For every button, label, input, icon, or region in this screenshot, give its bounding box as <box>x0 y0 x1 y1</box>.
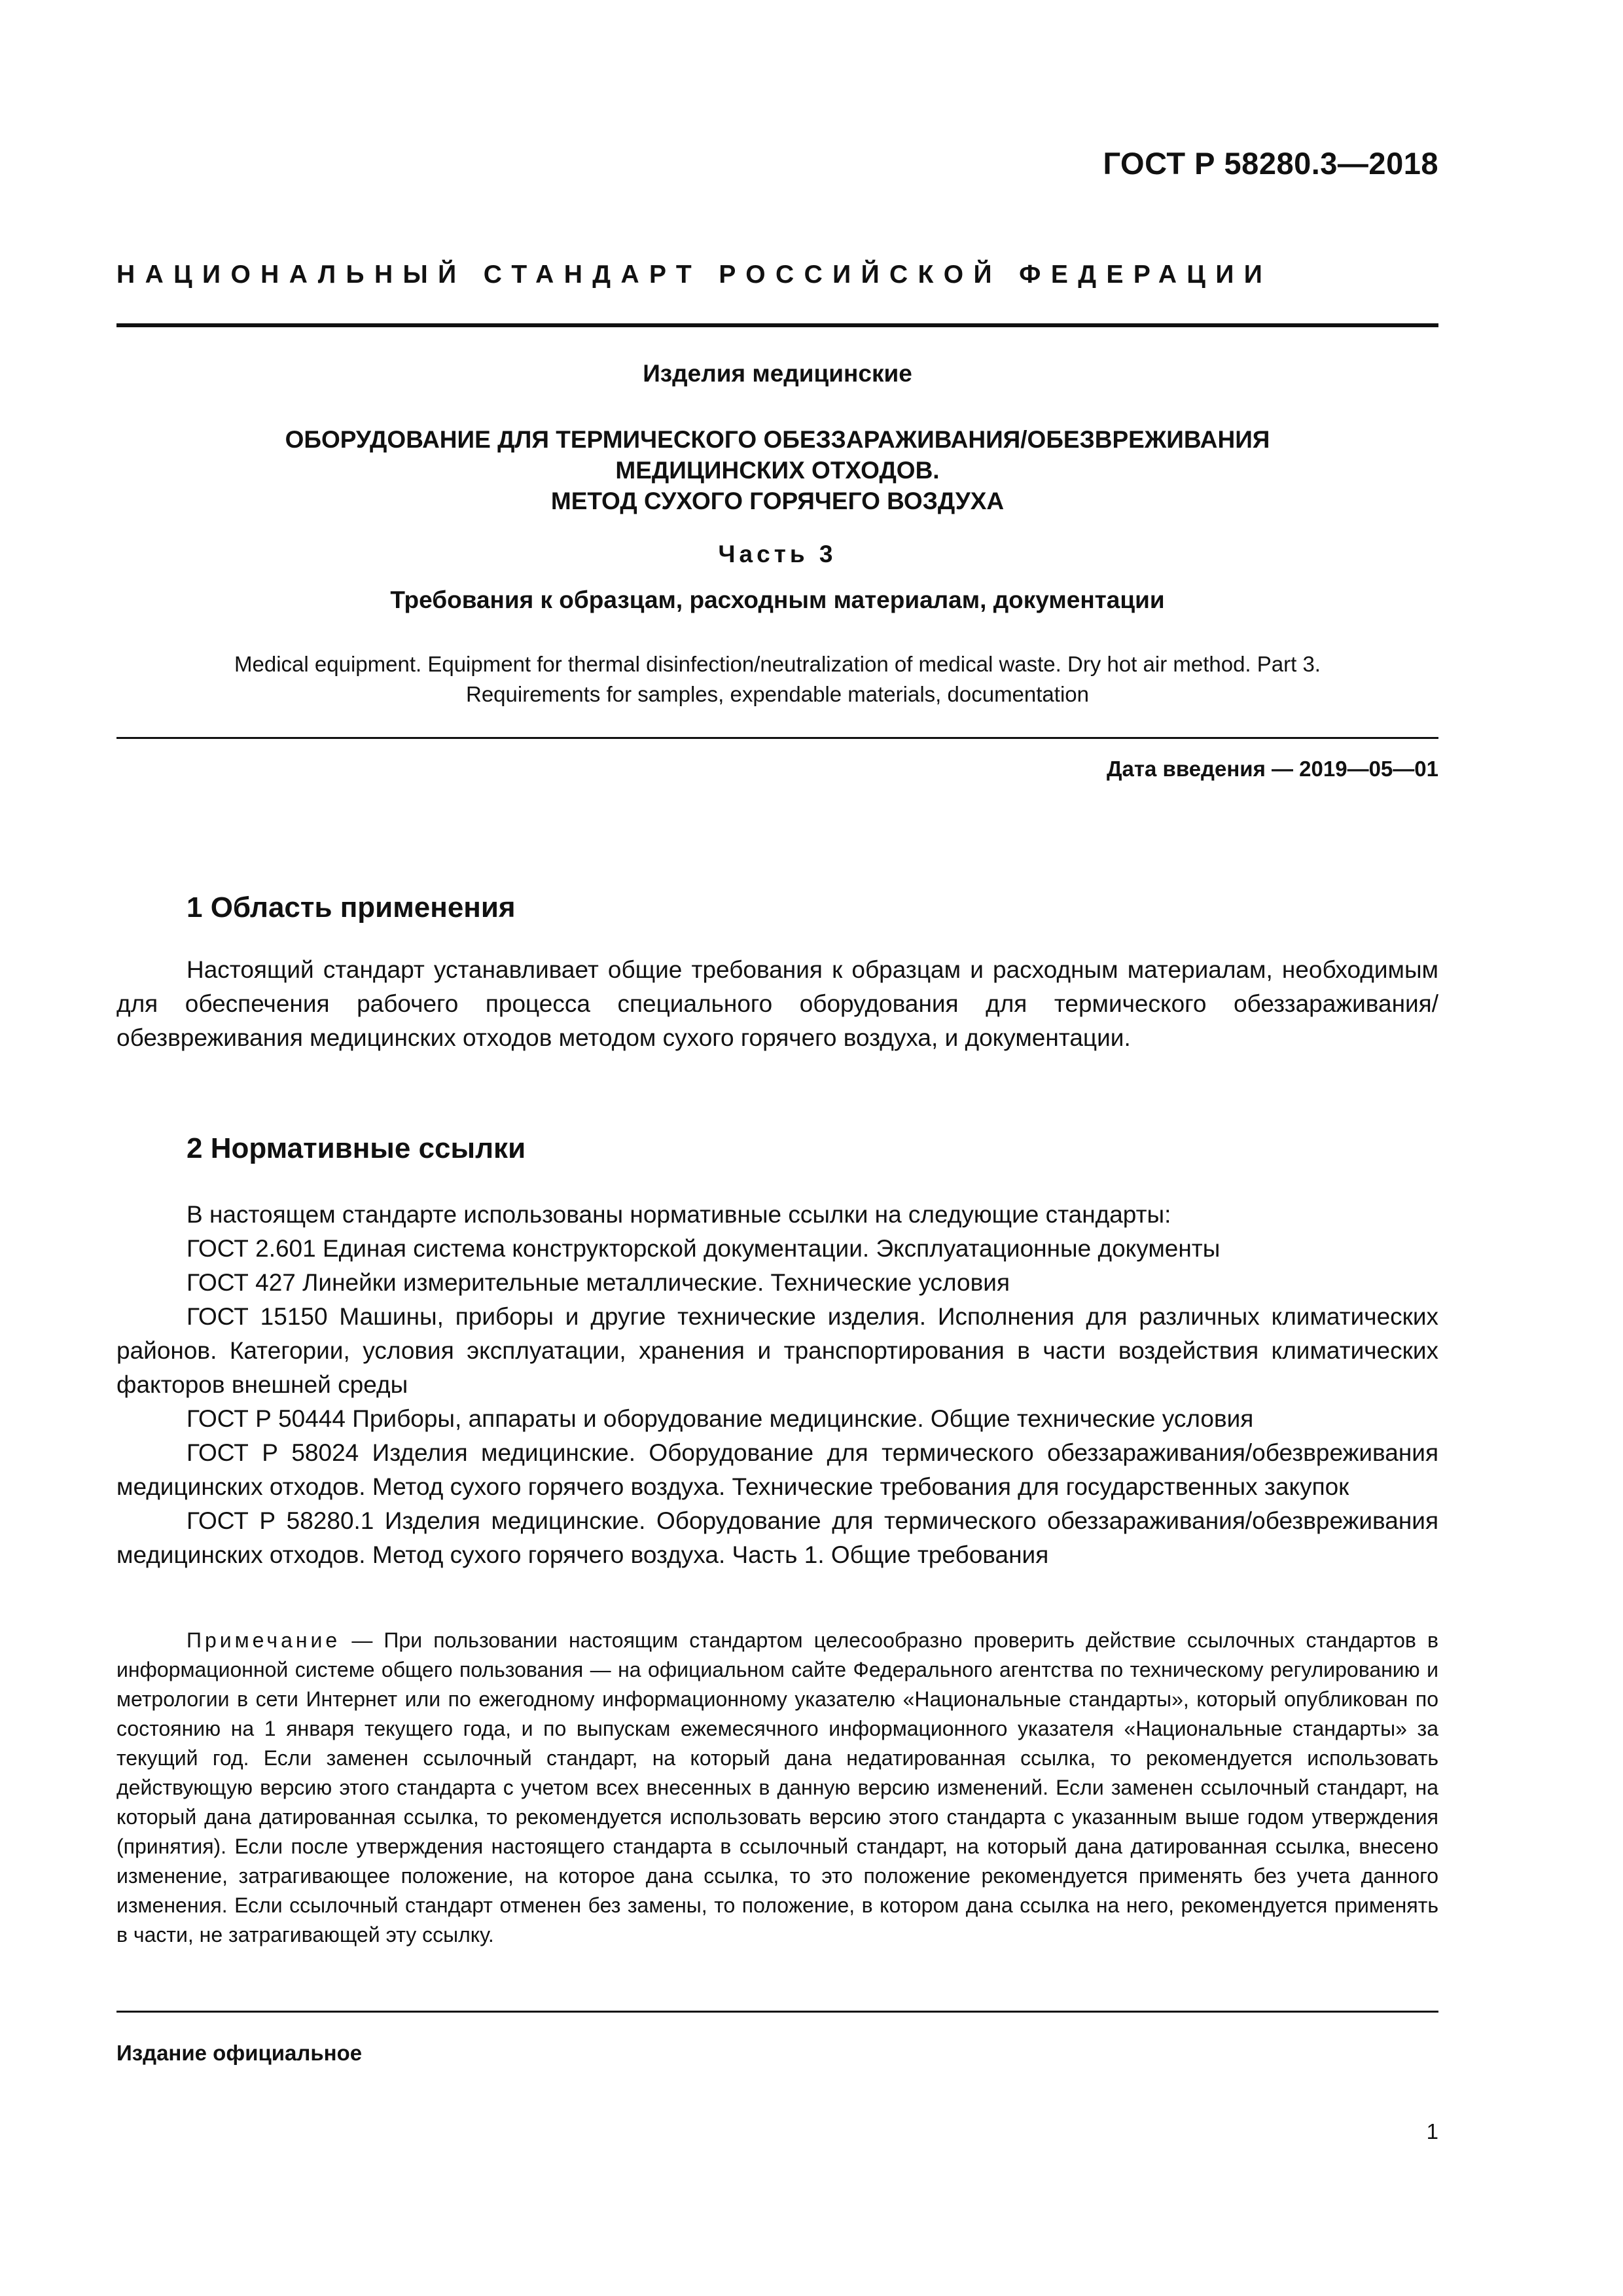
national-standard-title: НАЦИОНАЛЬНЫЙ СТАНДАРТ РОССИЙСКОЙ ФЕДЕРАЦИИ <box>116 260 1273 289</box>
references-intro: В настоящем стандарте использованы нормативные ссылки на следующие стандарты: <box>187 1201 1171 1228</box>
document-subtitle: Изделия медицинские <box>643 360 912 387</box>
normative-references <box>116 1198 1438 1572</box>
reference-item: ГОСТ 15150 Машины, приборы и другие технические изделия. Исполнения для различных климатических районов. Категории, условия эксплуатации, хранения и транспортирования в части воздействия климатических факторов внешней среды <box>116 1303 1438 1398</box>
english-title-line: Medical equipment. Equipment for thermal disinfection/neutralization of medical waste. Dry hot air method. Part 3. <box>234 652 1321 676</box>
footer-divider <box>116 2011 1438 2013</box>
document-main-title <box>116 424 1438 516</box>
section-1-heading: 1 Область применения <box>187 891 516 924</box>
official-edition-label: Издание официальное <box>116 2041 363 2065</box>
part-label: Часть 3 <box>718 541 837 567</box>
page-number: 1 <box>1426 2119 1438 2144</box>
english-title-line: Requirements for samples, expendable materials, documentation <box>465 682 1089 706</box>
note-label: Примечание <box>187 1628 341 1652</box>
main-title-line: МЕТОД СУХОГО ГОРЯЧЕГО ВОЗДУХА <box>550 488 1005 514</box>
english-title <box>116 649 1438 709</box>
reference-item: ГОСТ Р 58024 Изделия медицинские. Оборудование для термического обеззараживания/обезвреживания медицинских отходов. Метод сухого горячего воздуха. Технические требования для государственных закупок <box>116 1439 1438 1500</box>
header-divider <box>116 323 1438 327</box>
note <box>116 1626 1438 1950</box>
reference-item: ГОСТ 427 Линейки измерительные металлические. Технические условия <box>187 1269 1010 1296</box>
note-text: — При пользовании настоящим стандартом целесообразно проверить действие ссылочных стандартов в информационной системе общего пользования — на официальном сайте Федерального агентства по техническому регулированию и метрологии в сети Интернет или по ежегодному информационному указателю «Национальные стандарты», который опубликован по состоянию на 1 января текущего года, и по выпускам ежемесячного информационного указателя «Национальные стандарты» за текущий год. Если заменен ссылочный стандарт, на который дана недатированная ссылка, то рекомендуется использовать действующую версию этого стандарта с учетом всех внесенных в данную версию изменений. Если заменен ссылочный стандарт, на который дана датированная ссылка, то рекомендуется использовать версию этого стандарта с указанным выше годом утверждения (принятия). Если после утверждения настоящего стандарта в ссылочный стандарт, на который дана датированная ссылка, внесено изменение, затрагивающее положение, на которое дана ссылка, то это положение рекомендуется применять без учета данного изменения. Если ссылочный стандарт отменен без замены, то положение, в котором дана ссылка на него, рекомендуется применять в части, не затрагивающей эту ссылку. <box>116 1628 1438 1946</box>
main-title-line: МЕДИЦИНСКИХ ОТХОДОВ. <box>615 457 940 484</box>
section-1-text: Настоящий стандарт устанавливает общие требования к образцам и расходным материалам, необходимым для обеспечения рабочего процесса специального оборудования для термического обеззараживания/обезвреживания медицинских отходов методом сухого горячего воздуха, и документации. <box>116 956 1438 1051</box>
document-code: ГОСТ Р 58280.3—2018 <box>1103 146 1438 181</box>
main-title-line: ОБОРУДОВАНИЕ ДЛЯ ТЕРМИЧЕСКОГО ОБЕЗЗАРАЖИВАНИЯ/ОБЕЗВРЕЖИВАНИЯ <box>285 426 1270 453</box>
section-2-heading: 2 Нормативные ссылки <box>187 1132 526 1164</box>
reference-item: ГОСТ 2.601 Единая система конструкторской документации. Эксплуатационные документы <box>187 1235 1221 1262</box>
introduction-date: Дата введения — 2019—05—01 <box>1107 757 1438 781</box>
document-page <box>116 0 1438 2296</box>
title-divider <box>116 737 1438 739</box>
part-title: Требования к образцам, расходным материалам, документации <box>390 586 1165 613</box>
reference-item: ГОСТ Р 50444 Приборы, аппараты и оборудование медицинские. Общие технические условия <box>187 1405 1254 1432</box>
reference-item: ГОСТ Р 58280.1 Изделия медицинские. Оборудование для термического обеззараживания/обезвреживания медицинских отходов. Метод сухого горячего воздуха. Часть 1. Общие требования <box>116 1507 1438 1568</box>
